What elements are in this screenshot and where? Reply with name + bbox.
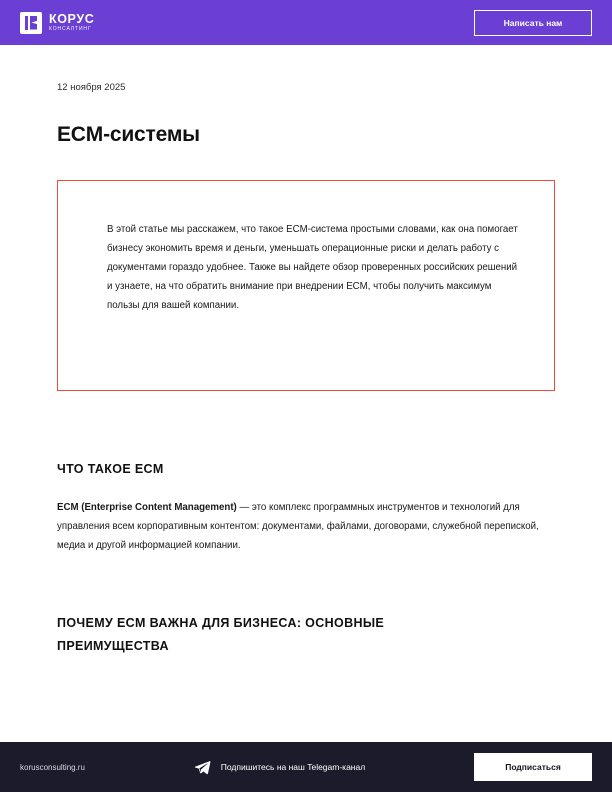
footer-subscribe-text: Подпишитесь на наш Telegam-канал bbox=[220, 762, 366, 772]
section-heading-why-ecm-matters: ПОЧЕМУ ECM ВАЖНА ДЛЯ БИЗНЕСА: ОСНОВНЫЕ ПРЕИМУЩЕСТВА bbox=[57, 615, 385, 653]
site-footer bbox=[0, 742, 612, 792]
logo[interactable] bbox=[20, 12, 94, 34]
contact-us-button[interactable]: Написать нам bbox=[474, 10, 592, 36]
korus-logo-icon bbox=[20, 12, 42, 34]
article-content bbox=[0, 45, 612, 742]
section-paragraph-what-is-ecm bbox=[57, 499, 555, 556]
page-title: ECM-системы bbox=[57, 123, 200, 146]
callout-box bbox=[57, 180, 555, 391]
telegram-icon bbox=[194, 759, 211, 776]
site-header bbox=[0, 0, 612, 45]
section-heading-what-is-ecm: ЧТО ТАКОЕ ECM bbox=[57, 462, 164, 476]
publication-date: 12 ноября 2025 bbox=[57, 82, 126, 93]
footer-site-url[interactable]: korusconsulting.ru bbox=[20, 762, 85, 772]
logo-subtitle: КОНСАЛТИНГ bbox=[49, 26, 92, 33]
footer-subscribe-block bbox=[95, 759, 464, 776]
subscribe-button[interactable]: Подписаться bbox=[474, 753, 592, 781]
logo-text bbox=[49, 13, 94, 33]
logo-name: КОРУС bbox=[49, 11, 95, 26]
paragraph-body: — это комплекс программных инструментов и технологий для управления всем корпоративным контентом: документами, файлами, договорами, служебной перепиской, медиа и другой информацией компании. bbox=[57, 502, 539, 551]
callout-text: В этой статье мы расскажем, что такое ECM-система простыми словами, как она помогает бизнесу экономить время и деньги, уменьшать операционные риски и делать работу с документами гораздо удобнее. Также вы найдете обзор проверенных российских решений и узнаете, на что обратить внимание при внедрении ECM, чтобы получить максимум пользы для вашей компании. bbox=[107, 224, 518, 311]
paragraph-lead-term: ECM (Enterprise Content Management) bbox=[57, 502, 237, 513]
